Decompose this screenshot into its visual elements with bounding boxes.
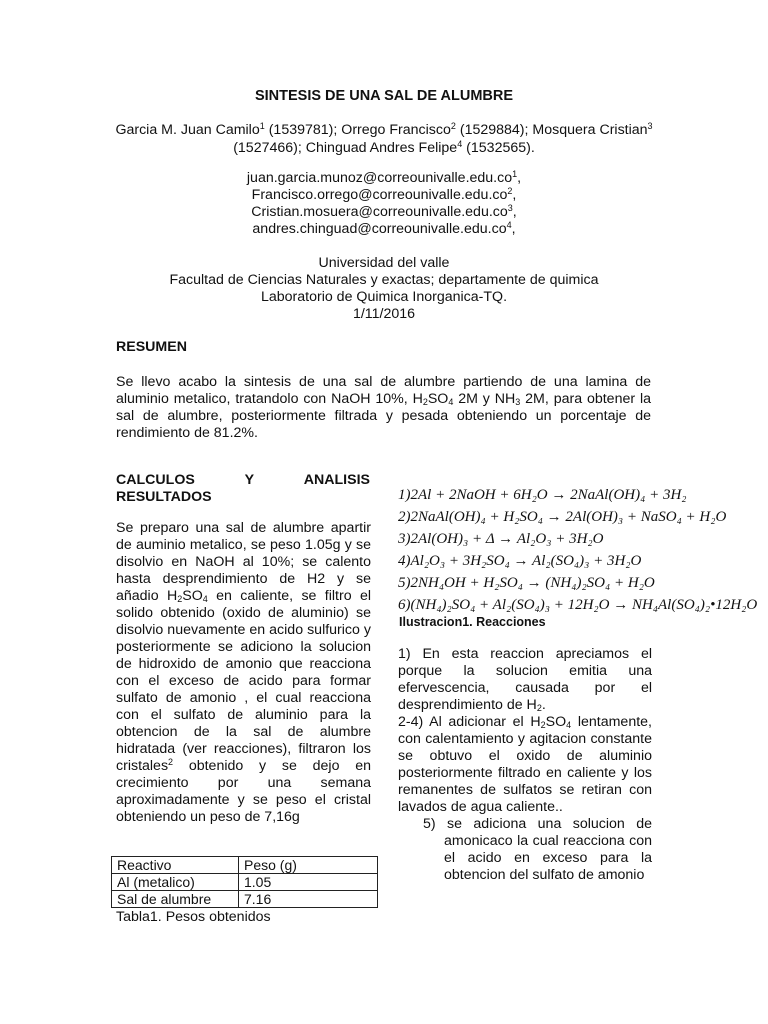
equation-4: 4)Al₂O₃ + 3H₂SO₄ → Al₂(SO₄)₃ + 3H₂O bbox=[398, 553, 642, 569]
analysis-text bbox=[398, 646, 652, 884]
analysis-paragraph-2: 2-4) Al adicionar el $H_2SO_4$ lentamente, con calentamiento y agitacion constante se obtuvo el oxido de aluminio posteriormente filtrado en caliente y los remanentes de sulfatos se retiran con lavados de agua caliente.. bbox=[398, 714, 652, 815]
author-list bbox=[112, 121, 656, 157]
figure-caption: Ilustracion1. Reacciones bbox=[399, 615, 546, 629]
email-4[interactable]: $andres.chinguad@correounivalle.edu.co^4$, bbox=[252, 220, 516, 237]
calculos-text: Se preparo una sal de alumbre apartir de auminio metalico, se peso 1.05g y se disolvio en NaOH al 10%; se calento hasta desprendimiento de H2 y se añadio $H_2SO_4$ en caliente, se filtro el solido obtenido (oxido de aluminio) se disolvio nuevamente en acido sulfurico y posteriormente se adiciono la solucion de hidroxido de amonio que reacciona con el exceso de acido para formar sulfato de amonio , el cual reacciona con el sulfato de aluminio para la obtencion de la sal de alumbre hidratada (ver reacciones), filtraron los cristales$^2$ obtenido y se dejo en crecimiento por una semana aproximadamente y se peso el cristal obteniendo un peso de 7,16g bbox=[116, 520, 371, 825]
email-1[interactable]: $juan.garcia.munoz@correounivalle.edu.co^1$, bbox=[246, 169, 522, 186]
analysis-paragraph-3: 5) se adiciona una solucion de amonicaco la cual reacciona con el acido en exceso para la obtencion del sulfato de amonio bbox=[423, 816, 652, 883]
equation-5: 5)2NH₄OH + H₂SO₄ → (NH₄)₂SO₄ + H₂O bbox=[398, 575, 655, 591]
reaction-equations bbox=[398, 484, 766, 616]
affiliation-block bbox=[112, 255, 656, 323]
equation-6: 6)(NH₄)₂SO₄ + Al₂(SO₄)₃ + 12H₂O → NH₄Al(SO₄)₂•12H₂O bbox=[398, 597, 758, 613]
equation-3: 3)2Al(OH)₃ + Δ → Al₂O₃ + 3H₂O bbox=[398, 531, 604, 547]
author-3: Mosquera Cristian$^3$ (1527466); bbox=[233, 121, 653, 156]
email-list bbox=[112, 170, 656, 238]
resumen-heading: RESUMEN bbox=[116, 339, 187, 355]
table-header-row: Reactivo Peso (g) bbox=[112, 857, 378, 874]
date: 1/11/2016 bbox=[352, 306, 416, 322]
resumen-text: Se llevo acabo la sintesis de una sal de alumbre partiendo de una lamina de aluminio metalico, tratandolo con NaOH 10%, $H_2SO_4$ 2M y $NH_3$ 2M, para obtener la sal de alumbre, posteriormente filtrada y pesada obteniendo un porcentaje de rendimiento de 81.2%. bbox=[116, 374, 651, 441]
university: Universidad del valle bbox=[318, 255, 450, 271]
table-row: Al (metalico) 1.05 bbox=[112, 874, 378, 891]
author-4: Chinguad Andres Felipe$^4$ (1532565). bbox=[305, 139, 535, 156]
equation-2: 2)2NaAl(OH)₄ + H₂SO₄ → 2Al(OH)₃ + NaSO₄ + H₂O bbox=[398, 509, 727, 525]
analysis-paragraph-1: 1) En esta reaccion apreciamos el porque la solucion emitia una efervescencia, causada por el desprendimiento de $H_2$. bbox=[398, 646, 652, 713]
equation-1: 1)2Al + 2NaOH + 6H₂O → 2NaAl(OH)₄ + 3H₂ bbox=[398, 487, 687, 503]
weights-table bbox=[111, 856, 378, 908]
author-2: Orrego Francisco$^2$ (1529884); bbox=[341, 121, 529, 138]
calculos-heading: CALCULOS Y ANALISIS RESULTADOS bbox=[116, 472, 370, 505]
laboratory: Laboratorio de Quimica Inorganica-TQ. bbox=[260, 289, 508, 305]
author-1: Garcia M. Juan Camilo$^1$ (1539781); bbox=[115, 121, 338, 138]
email-3[interactable]: $Cristian.mosuera@correounivalle.edu.co^3$, bbox=[251, 203, 517, 220]
table-row: Sal de alumbre 7.16 bbox=[112, 891, 378, 908]
faculty: Facultad de Ciencias Naturales y exactas; departamente de quimica bbox=[169, 272, 599, 288]
table-caption: Tabla1. Pesos obtenidos bbox=[116, 909, 271, 925]
paper-title: SINTESIS DE UNA SAL DE ALUMBRE bbox=[254, 88, 514, 104]
email-2[interactable]: $Francisco.orrego@correounivalle.edu.co^2$, bbox=[251, 186, 517, 203]
